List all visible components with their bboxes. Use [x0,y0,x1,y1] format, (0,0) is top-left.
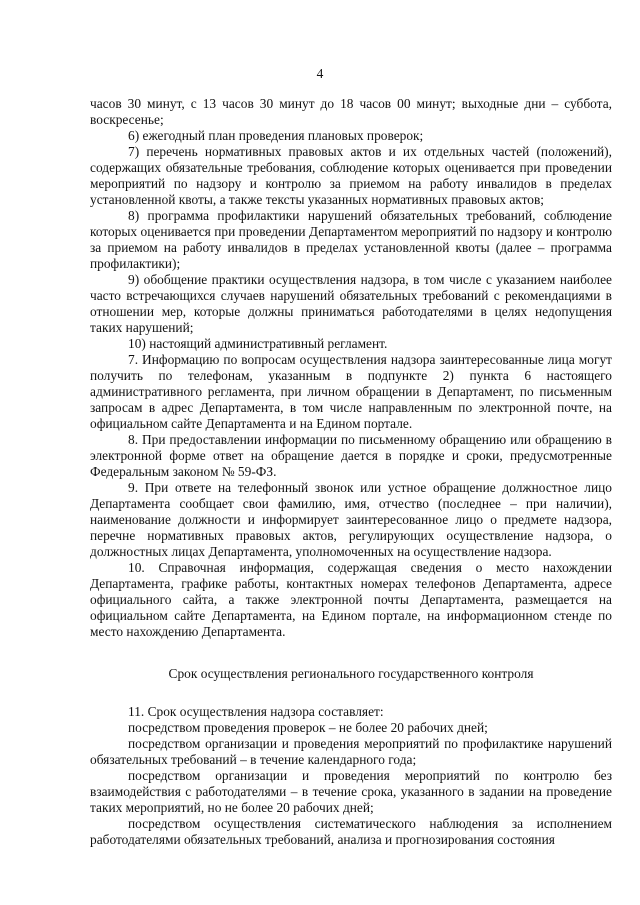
paragraph: 7) перечень нормативных правовых актов и их отдельных частей (положений), содержащих обязательные требования, соблюдение которых оценивается при проведении мероприятий по надзору и контролю за приемом на работу инвалидов в пределах установленной квоты, а также тексты указанных нормативных правовых актов; [90,144,612,207]
paragraph: 8. При предоставлении информации по письменному обращению или обращению в электронной форме ответ на обращение дается в порядке и сроки, предусмотренные Федеральным законом № 59-ФЗ. [90,432,612,479]
paragraph: посредством проведения проверок – не более 20 рабочих дней; [128,720,488,735]
paragraph: 6) ежегодный план проведения плановых проверок; [128,128,424,143]
paragraph: 9. При ответе на телефонный звонок или устное обращение должностное лицо Департамента сообщает свои фамилию, имя, отчество (последнее – при наличии), наименование должности и информирует заинтересованное лицо о предмете надзора, перечне нормативных правовых актов, регулирующих осуществление надзора, о должностных лицах Департамента, уполномоченных на осуществление надзора. [90,480,612,559]
section-heading: Срок осуществления регионального государственного контроля [168,666,534,681]
paragraphs-after-block [90,704,612,848]
paragraph: посредством организации и проведения мероприятий по профилактике нарушений обязательных требований – в течение календарного года; [90,736,612,767]
paragraph: 10. Справочная информация, содержащая сведения о место нахождении Департамента, графике работы, контактных номерах телефонов Департамента, адресе официального сайта, а также электронной почты Департамента, размещается на официальном сайте Департамента, на Едином портале, на информационном стенде по место нахождению Департамента. [90,560,612,639]
page-number: 4 [316,66,324,81]
paragraph: 9) обобщение практики осуществления надзора, в том числе с указанием наиболее часто встречающихся случаев нарушений обязательных требований с рекомендациями в отношении мер, которые должны приниматься работодателями в целях недопущения таких нарушений; [90,272,612,335]
paragraph: часов 30 минут, с 13 часов 30 минут до 18 часов 00 минут; выходные дни – суббота, воскресенье; [90,96,612,127]
paragraphs-block [90,96,612,640]
document-body [90,96,612,848]
paragraph: 10) настоящий административный регламент. [128,336,388,351]
paragraph: 11. Срок осуществления надзора составляет: [128,704,384,719]
paragraph: посредством осуществления систематического наблюдения за исполнением работодателями обязательных требований, анализа и прогнозирования состояния [90,816,612,847]
paragraph: 7. Информацию по вопросам осуществления надзора заинтересованные лица могут получить по телефонам, указанным в подпункте 2) пункта 6 настоящего административного регламента, при личном обращении в Департамент, по письменным запросам в адрес Департамента, в том числе направленным по электронной почте, на официальном сайте Департамента и на Едином портале. [90,352,612,431]
paragraph: 8) программа профилактики нарушений обязательных требований, соблюдение которых оценивается при проведении Департаментом мероприятий по надзору и контролю за приемом на работу инвалидов в пределах установленной квоты (далее – программа профилактики); [90,208,612,271]
paragraph: посредством организации и проведения мероприятий по контролю без взаимодействия с работодателями – в течение срока, указанного в задании на проведение таких мероприятий, но не более 20 рабочих дней; [90,768,612,815]
